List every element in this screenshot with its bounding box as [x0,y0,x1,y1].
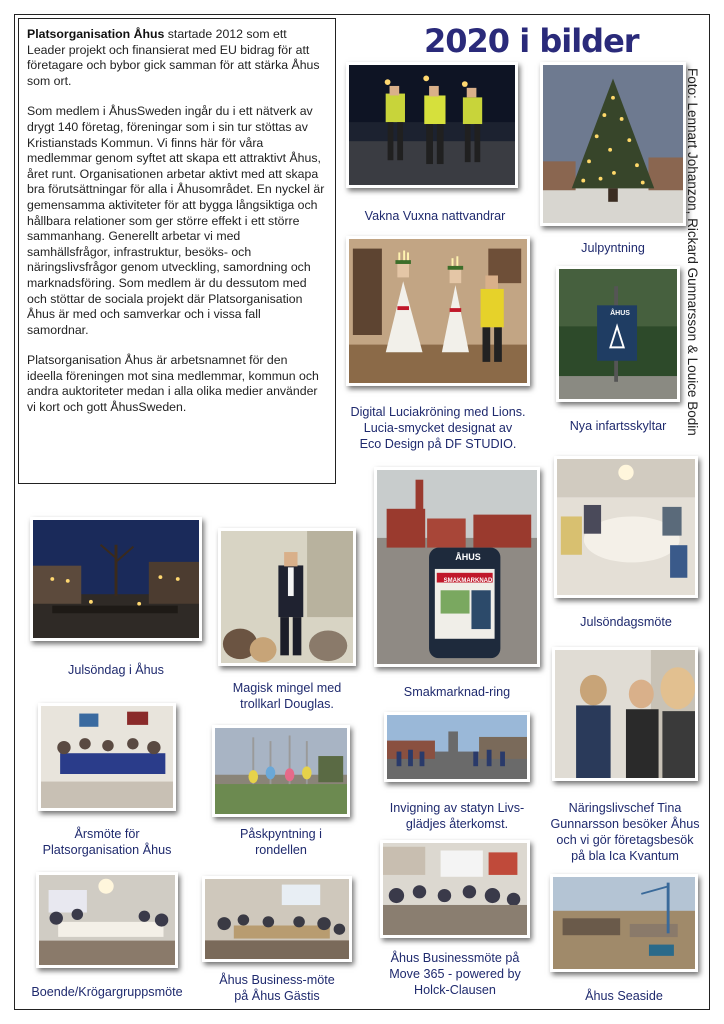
photo-julsondag [30,517,202,641]
caption-line: Magisk mingel med [232,681,342,695]
caption-line: Digital Luciakröning med Lions. [350,405,526,419]
ahus-sign-text: ÅHUS [610,310,630,317]
photo-smakmarknad [374,467,540,667]
intro-paragraph-2: Som medlem i ÅhusSweden ingår du i ett nätverk av drygt 140 företag, föreningar som i sin tur stöttas av Kristianstads Kommun. Vi finns här för våra medlemmar genom syftet att skapa ett attraktivt Åhus, året runt. Organisationen arbetar aktivt med att skapa bra förutsättningar för alla i Åhusområdet. En nyckel är gemensamma aktiviteter för att bygga långsiktiga och hållbara relationer som ger större effekt i ett större sammanhang. Generellt arbetar vi med samhällsfrågor, infrastruktur, besöks- och näringslivsfrågor genom utveckling, samordning och marknadsföring. Som medlem är du dessutom med och stöttar de sociala projekt där Platsorganisation Åhus är med och samverkar och i vissa fall samordnar. [27,104,325,337]
caption-line: Lucia-smycket designat av [363,421,513,435]
caption-line: Platsorganisation Åhus [42,843,172,857]
caption-line: Åhus Business-möte [219,973,335,987]
photo-move365 [380,840,530,938]
caption-smakmarknad [374,684,540,700]
caption-line: rondellen [255,843,307,857]
photo-infart [556,266,680,402]
photo-lucia [346,236,530,386]
photo-boende [36,872,178,968]
caption-line: Smakmarknad-ring [403,685,511,699]
caption-line: trollkarl Douglas. [240,697,334,711]
photo-arsmote [38,703,176,811]
caption-line: Eco Design på DF STUDIO. [359,437,517,451]
caption-move365 [374,950,536,998]
caption-julpyntning [540,240,686,256]
caption-julsondag [30,662,202,678]
caption-line: Åhus Seaside [585,989,663,1003]
caption-line: Årsmöte för [74,827,140,841]
caption-seaside [550,988,698,1004]
caption-lucia [336,404,540,452]
caption-line: Invigning av statyn Livs- [389,801,525,815]
caption-julsondagsmote [554,614,698,630]
photo-nattvandrar [346,62,518,188]
caption-line: Vakna Vuxna nattvandrar [364,209,506,223]
caption-line: Julpyntning [581,241,645,255]
photo-julpyntning [540,62,686,226]
photo-naringsliv [552,647,698,781]
caption-mingel [218,680,356,712]
caption-line: Påskpyntning i [240,827,322,841]
caption-line: Gunnarsson besöker Åhus [550,817,700,831]
caption-naringsliv [540,800,710,864]
caption-nattvandrar [340,208,530,224]
caption-boende [28,984,186,1000]
caption-line: Move 365 - powered by [389,967,521,981]
caption-line: Nya infartsskyltar [569,419,667,433]
caption-pask [204,826,358,858]
photo-mingel [218,528,356,666]
caption-gastis [198,972,356,1004]
caption-arsmote [30,826,184,858]
photo-gastis [202,876,352,962]
caption-line: och vi gör företagsbesök [556,833,694,847]
intro-org-name: Platsorganisation Åhus [27,27,165,41]
photo-seaside [550,874,698,972]
caption-line: på bla Ica Kvantum [571,849,679,863]
smak-sign-brand: ÅHUS [455,552,481,562]
caption-infart [546,418,690,434]
photo-julsondagsmote [554,456,698,598]
caption-line: Åhus Businessmöte på [390,951,520,965]
intro-paragraph-1 [27,27,325,89]
caption-line: Holck-Clausen [414,983,496,997]
intro-text-box [18,18,336,484]
caption-line: Näringslivschef Tina [568,801,682,815]
intro-p1-text: startade 2012 som ett Leader projekt och finansierat med EU bidrag för att företagare och bybor gick samman för att stärka Åhus som ort. [27,27,320,88]
caption-line: Julsöndagsmöte [580,615,672,629]
page-title: 2020 i bilder [424,22,639,60]
caption-invigning [374,800,540,832]
photo-credit: Foto: Lennart Johanzon, Rickard Gunnarsson & Louice Bodin [685,68,700,436]
smak-sign-banner: SMAKMARKNAD [443,578,493,584]
photo-invigning [384,712,530,782]
intro-paragraph-3: Platsorganisation Åhus är arbetsnamnet för den ideella föreningen mot sina medlemmar, kommun och andra auktoriteter medan i alla olika medier använder vi kort och gott ÅhusSweden. [27,353,319,415]
caption-line: på Åhus Gästis [234,989,320,1003]
photo-pask [212,725,350,817]
caption-line: Boende/Krögargruppsmöte [31,985,183,999]
caption-line: Julsöndag i Åhus [68,663,164,677]
caption-line: glädjes återkomst. [405,817,509,831]
